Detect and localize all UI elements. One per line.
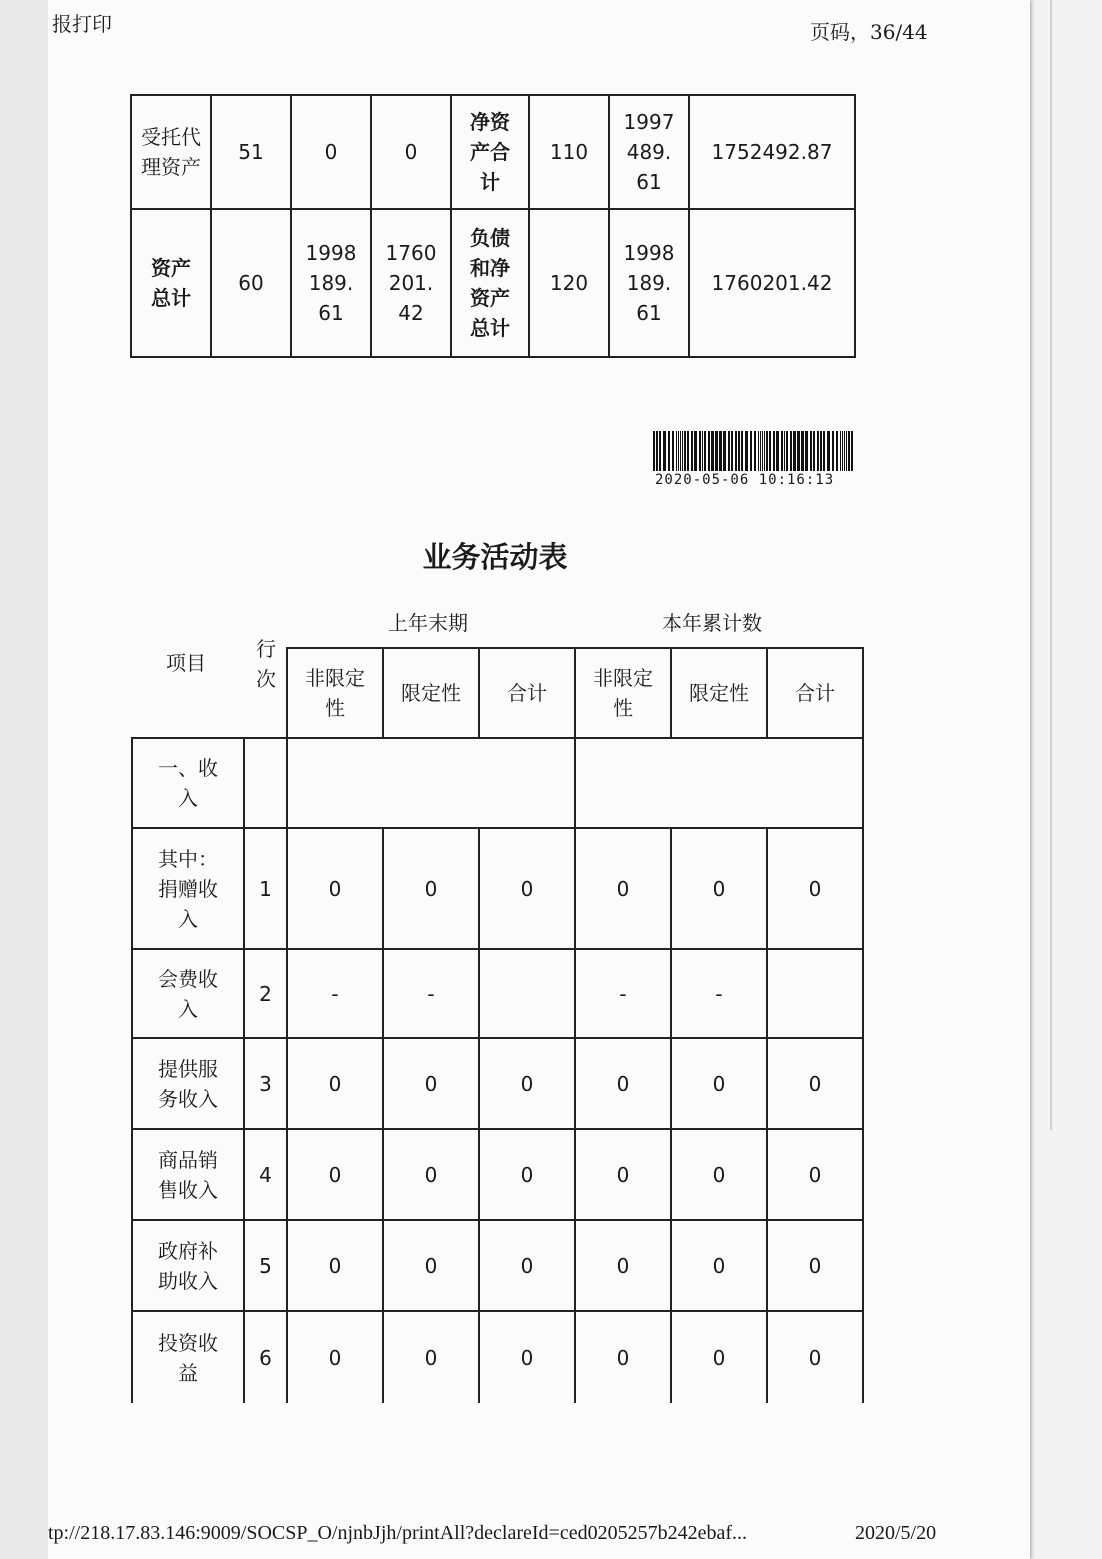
balance-cell: 0 [291,95,371,209]
barcode-bar [663,431,666,471]
value-cell: 0 [575,1311,671,1403]
row-label: 商品销售收入 [132,1129,244,1220]
value-cell [767,949,863,1038]
value-cell: 0 [575,1038,671,1129]
balance-cell: 120 [529,209,609,357]
footer [48,1522,937,1545]
barcode-bar [684,431,686,471]
barcode-bar [694,431,697,471]
value-cell: - [383,949,479,1038]
footer-date: 2020/5/20 [855,1522,937,1544]
value-cell: 0 [671,1038,767,1129]
value-cell: 0 [767,1038,863,1129]
balance-cell: 0 [371,95,451,209]
row-label: 政府补助收入 [132,1220,244,1311]
barcode-bar [790,431,792,471]
barcode-bar [668,431,670,471]
barcode-bar [801,431,804,471]
barcode-bar [687,431,689,471]
barcode-bar [764,431,765,471]
column-header-sub: 非限定性 [287,648,383,738]
barcode-bar [840,431,841,471]
row-number: 2 [244,949,287,1038]
value-cell: 0 [671,1311,767,1403]
value-cell: 0 [479,1220,575,1311]
barcode-bar [773,431,775,471]
page-number: 页码，36/44 [810,20,928,44]
barcode-bar [723,431,726,471]
value-cell: 0 [383,1311,479,1403]
column-header-sub: 合计 [479,648,575,738]
barcode-timestamp: 2020-05-06 10:16:13 [655,472,835,488]
balance-cell: 1997489.61 [609,95,689,209]
barcode-bar [659,431,661,471]
barcode-bar [745,431,748,471]
barcode-bar [711,431,714,471]
barcode-bar [738,431,740,471]
barcode-bar [656,431,658,471]
value-cell: 0 [383,1038,479,1129]
barcode-bar [750,431,752,471]
table-row [132,949,863,1038]
row-label: 提供服务收入 [132,1038,244,1129]
barcode-bar [836,431,838,471]
row-label: 投资收益 [132,1311,244,1403]
value-cell: 0 [383,1129,479,1220]
table-row [132,1311,863,1403]
row-label: 会费收入 [132,949,244,1038]
balance-cell: 51 [211,95,291,209]
value-cell: 0 [479,1311,575,1403]
barcode-bar [672,431,674,471]
footer-url: tp://218.17.83.146:9009/SOCSP_O/njnbJjh/printAll?declareId=ced0205257b242ebaf... [48,1522,747,1544]
barcode-bar [832,431,834,471]
value-cell: 0 [767,828,863,949]
barcode-bar [851,431,853,471]
balance-label-cell: 受托代理资产 [131,95,211,209]
barcode-bar [678,431,679,471]
barcode-bar [769,431,771,471]
balance-sheet-table [130,94,856,358]
barcode-bar [676,431,677,471]
value-cell: 0 [575,1220,671,1311]
column-header-row: 行次 [256,637,276,691]
barcode-bar [704,431,706,471]
barcode-bar [823,431,825,471]
row-number: 5 [244,1220,287,1311]
table-row [132,1220,863,1311]
barcode-bar [758,431,759,471]
barcode-bar [813,431,815,471]
barcode-bar [762,431,763,471]
balance-label-cell: 净资产合计 [451,95,529,209]
barcode-bar [699,431,701,471]
barcode-bar [715,431,718,471]
value-cell: 0 [287,1311,383,1403]
column-header-item: 项目 [166,651,206,675]
value-cell: 0 [479,1129,575,1220]
barcode-bar [754,431,756,471]
value-cell: - [671,949,767,1038]
row-number: 3 [244,1038,287,1129]
value-cell: - [287,949,383,1038]
barcode-bar [680,431,681,471]
value-cell: 0 [287,1220,383,1311]
barcode-bar [820,431,822,471]
value-cell: 0 [479,1038,575,1129]
value-cell: 0 [383,1220,479,1311]
print-header-left: 报打印 [52,12,112,36]
barcode-bar [766,431,768,471]
barcode-bar [702,431,703,471]
balance-label-cell: 资产总计 [131,209,211,357]
barcode-bar [653,431,655,471]
balance-cell: 1760201.42 [371,209,451,357]
barcode-bar [682,431,683,471]
value-cell: 0 [287,1129,383,1220]
barcode-bar [728,431,730,471]
row-number: 6 [244,1311,287,1403]
group-header-curr: 本年累计数 [662,611,762,635]
barcode-bar [817,431,819,471]
balance-cell: 60 [211,209,291,357]
scan-edge [1030,0,1102,1559]
value-cell: 0 [671,828,767,949]
section-label: 一、收入 [132,738,244,828]
value-cell: 0 [575,1129,671,1220]
column-header-sub: 限定性 [671,648,767,738]
barcode-bar [844,431,845,471]
column-header-sub: 合计 [767,648,863,738]
barcode-bar [805,431,808,471]
value-cell: 0 [575,828,671,949]
balance-cell: 1760201.42 [689,209,855,357]
barcode-bar [731,431,733,471]
scan-edge-line [1050,0,1052,1130]
row-label: 其中：捐赠收入 [132,828,244,949]
barcode-bar [760,431,761,471]
barcode-bar [776,431,779,471]
value-cell: 0 [287,828,383,949]
balance-cell: 1752492.87 [689,95,855,209]
barcode-bar [786,431,788,471]
table-row [132,1038,863,1129]
value-cell: 0 [767,1129,863,1220]
table-header-row [132,648,863,738]
balance-cell: 1998189.61 [609,209,689,357]
value-cell: 0 [767,1311,863,1403]
barcode [653,431,853,471]
barcode-bar [784,431,785,471]
barcode-bar [719,431,722,471]
table-row [131,95,855,209]
barcode-bar [797,431,800,471]
value-cell: 0 [671,1129,767,1220]
barcode-bar [846,431,847,471]
barcode-bar [810,431,812,471]
value-cell [479,949,575,1038]
balance-cell: 1998189.61 [291,209,371,357]
barcode-bar [708,431,710,471]
column-header-sub: 限定性 [383,648,479,738]
barcode-bar [781,431,783,471]
column-header-sub: 非限定性 [575,648,671,738]
value-cell: 0 [671,1220,767,1311]
activity-table [131,647,864,1403]
value-cell: 0 [479,828,575,949]
value-cell: 0 [767,1220,863,1311]
barcode-bar [842,431,843,471]
table-row [131,209,855,357]
barcode-bar [691,431,693,471]
group-header-prev: 上年末期 [388,611,468,635]
row-number: 4 [244,1129,287,1220]
value-cell: - [575,949,671,1038]
balance-label-cell: 负债和净资产总计 [451,209,529,357]
balance-cell: 110 [529,95,609,209]
row-number: 1 [244,828,287,949]
barcode-bar [848,431,850,471]
section-row [132,738,863,828]
barcode-bar [735,431,737,471]
table-row [132,828,863,949]
barcode-bar [741,431,743,471]
barcode-bar [827,431,830,471]
table-row [132,1129,863,1220]
page-title: 业务活动表 [422,540,568,574]
barcode-bar [793,431,796,471]
value-cell: 0 [383,828,479,949]
value-cell: 0 [287,1038,383,1129]
